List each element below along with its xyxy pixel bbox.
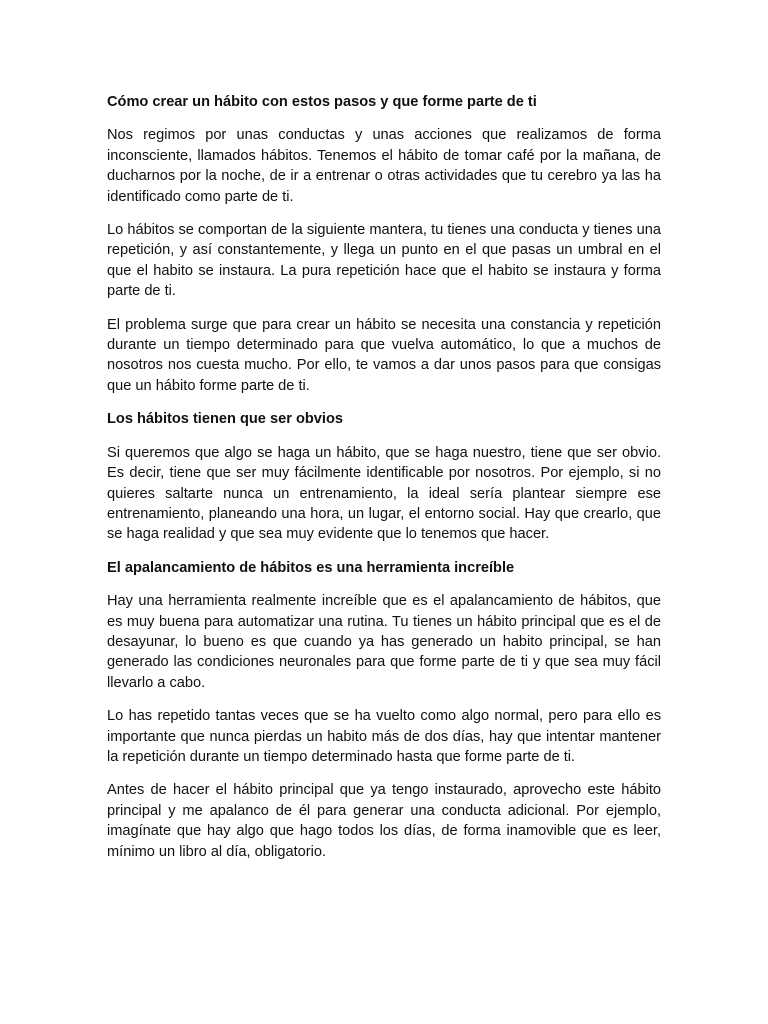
section-heading-obvious-habits: Los hábitos tienen que ser obvios xyxy=(107,411,343,428)
paragraph-leverage: Hay una herramienta realmente increíble que es el apalancamiento de hábitos, que es muy buena para automatizar una rutina. Tu tienes un hábito principal que es el de desayunar, lo bueno es que cuando ya has generado un habito principal, se han generado las condiciones neuronales para que forme parte de ti y que sea muy fácil llevarlo a cabo. xyxy=(107,593,661,691)
paragraph-obvious: Si queremos que algo se haga un hábito, que se haga nuestro, tiene que ser obvio. Es decir, tiene que ser muy fácilmente identificable por nosotros. Por ejemplo, si no quieres saltarte nunca un entrenamiento, la ideal sería plantear siempre ese entrenamiento, planeando una hora, un lugar, el entorno social. Hay que crearlo, que se haga realidad y que sea muy evidente que lo tenemos que hacer. xyxy=(107,444,661,543)
section-heading-create-habit: Cómo crear un hábito con estos pasos y que forme parte de ti xyxy=(107,94,537,110)
paragraph-problem: El problema surge que para crear un hábito se necesita una constancia y repetición durante un tiempo determinado para que vuelva automático, lo que a muchos de nosotros nos cuesta mucho. Por ello, te vamos a dar unos pasos para que consigas que un hábito forme parte de ti. xyxy=(107,316,661,394)
paragraph-repetition: Lo has repetido tantas veces que se ha vuelto como algo normal, pero para ello es importante que nunca pierdas un habito más de dos días, hay que intentar mantener la repetición durante un tiempo determinado hasta que forme parte de ti. xyxy=(107,708,661,765)
paragraph-example: Antes de hacer el hábito principal que ya tengo instaurado, aprovecho este hábito principal y me apalanco de él para generar una conducta adicional. Por ejemplo, imagínate que hay algo que hago todos los días, de forma inamovible que es leer, mínimo un libro al día, obligatorio. xyxy=(107,782,661,860)
section-heading-habit-leverage: El apalancamiento de hábitos es una herramienta increíble xyxy=(107,559,515,576)
document-body xyxy=(107,92,661,875)
paragraph-intro: Nos regimos por unas conductas y unas acciones que realizamos de forma inconsciente, llamados hábitos. Tenemos el hábito de tomar café por la mañana, de ducharnos por la noche, de ir a entrenar o otras actividades que tu cerebro ya las ha identificado como parte de ti. xyxy=(107,127,661,205)
paragraph-habit-behavior: Lo hábitos se comportan de la siguiente mantera, tu tienes una conducta y tienes una repetición, y así constantemente, y llega un punto en el que pasas un umbral en el que el habito se instaura. La pura repetición hace que el habito se instaura y forma parte de ti. xyxy=(107,222,661,300)
